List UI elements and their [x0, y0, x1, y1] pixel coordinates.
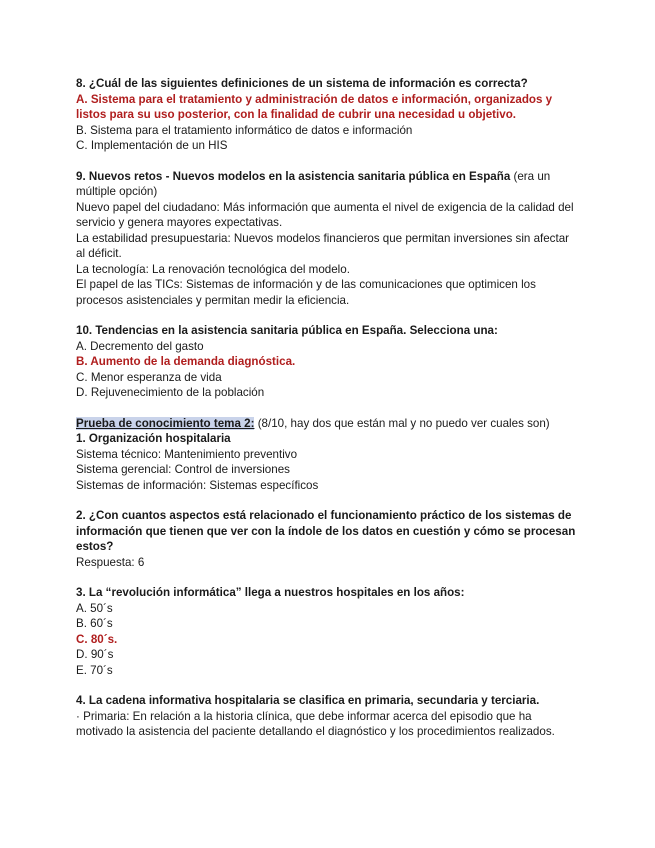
test-2-heading — [76, 416, 576, 432]
question-9-answer-2: La estabilidad presupuestaria: Nuevos modelos financieros que permitan inversiones sin afectar al déficit. — [76, 231, 570, 260]
test-2-question-3-option-d: D. 90´s — [76, 648, 114, 661]
question-9-heading — [76, 169, 576, 200]
test-2-question-3-text: 3. La “revolución informática” llega a nuestros hospitales en los años: — [76, 586, 465, 599]
document-page — [76, 76, 576, 755]
question-9 — [76, 169, 576, 309]
question-8-option-c: C. Implementación de un HIS — [76, 139, 228, 152]
question-9-text: 9. Nuevos retos - Nuevos modelos en la asistencia sanitaria pública en España — [76, 169, 511, 183]
test-2-question-3-correct-answer: C. 80´s. — [76, 632, 118, 646]
question-10-correct-answer: B. Aumento de la demanda diagnóstica. — [76, 355, 296, 368]
test-2-question-4-text: 4. La cadena informativa hospitalaria se clasifica en primaria, secundaria y terciaria. — [76, 694, 540, 707]
test-2-question-3-option-b: B. 60´s — [76, 617, 113, 630]
question-8-correct-answer: A. Sistema para el tratamiento y administración de datos e información, organizados y listos para su uso posterior, con la finalidad de cubrir una necesidad u objetivo. — [76, 92, 553, 121]
test-2-q2 — [76, 508, 576, 570]
test-2-q3 — [76, 585, 576, 678]
question-9-answer-4: El papel de las TICs: Sistemas de información y de las comunicaciones que optimicen los procesos asistenciales y permitan medir la eficiencia. — [76, 278, 536, 307]
test-2-question-2-text: 2. ¿Con cuantos aspectos está relacionado el funcionamiento práctico de los sistemas de información que tienen que ver con la índole de los datos en cuestión y cómo se procesan estos? — [76, 509, 576, 553]
test-2-score-note: (8/10, hay dos que están mal y no puedo ver cuales son) — [254, 416, 550, 430]
test-2-question-3-option-a: A. 50´s — [76, 601, 113, 615]
question-9-answer-3: La tecnología: La renovación tecnológica del modelo. — [76, 262, 350, 276]
question-9-answer-1: Nuevo papel del ciudadano: Más información que aumenta el nivel de exigencia de la calidad del servicio y genera mayores expectativas. — [76, 200, 574, 229]
test-2-q4 — [76, 693, 576, 740]
question-10 — [76, 323, 576, 401]
question-10-option-d: D. Rejuvenecimiento de la población — [76, 386, 265, 399]
question-8-text: 8. ¿Cuál de las siguientes definiciones de un sistema de información es correcta? — [76, 77, 528, 90]
question-8-option-b: B. Sistema para el tratamiento informático de datos e información — [76, 123, 413, 137]
question-8 — [76, 76, 576, 154]
question-10-text: 10. Tendencias en la asistencia sanitaria pública en España. Selecciona una: — [76, 324, 498, 337]
test-2-question-4-answer: · Primaria: En relación a la historia clínica, que debe informar acerca del episodio que ha motivado la asistencia del paciente detallando el diagnóstico y los procedimientos realizados. — [76, 709, 555, 738]
test-2-question-2-answer: Respuesta: 6 — [76, 555, 145, 569]
test-2-question-1-answer-2: Sistema gerencial: Control de inversiones — [76, 463, 290, 476]
question-10-option-c: C. Menor esperanza de vida — [76, 370, 222, 384]
test-2-question-1-answer-1: Sistema técnico: Mantenimiento preventivo — [76, 447, 298, 461]
question-10-option-a: A. Decremento del gasto — [76, 339, 204, 353]
test-2-question-1-answer-3: Sistemas de información: Sistemas específicos — [76, 478, 319, 492]
test-2-question-1-text: 1. Organización hospitalaria — [76, 432, 231, 445]
question-9-note: (era un múltiple opción) — [76, 169, 551, 198]
test-2-question-3-option-e: E. 70´s — [76, 663, 113, 677]
test-2-title: Prueba de conocimiento tema 2: — [76, 416, 255, 430]
test-2-q1 — [76, 416, 576, 494]
